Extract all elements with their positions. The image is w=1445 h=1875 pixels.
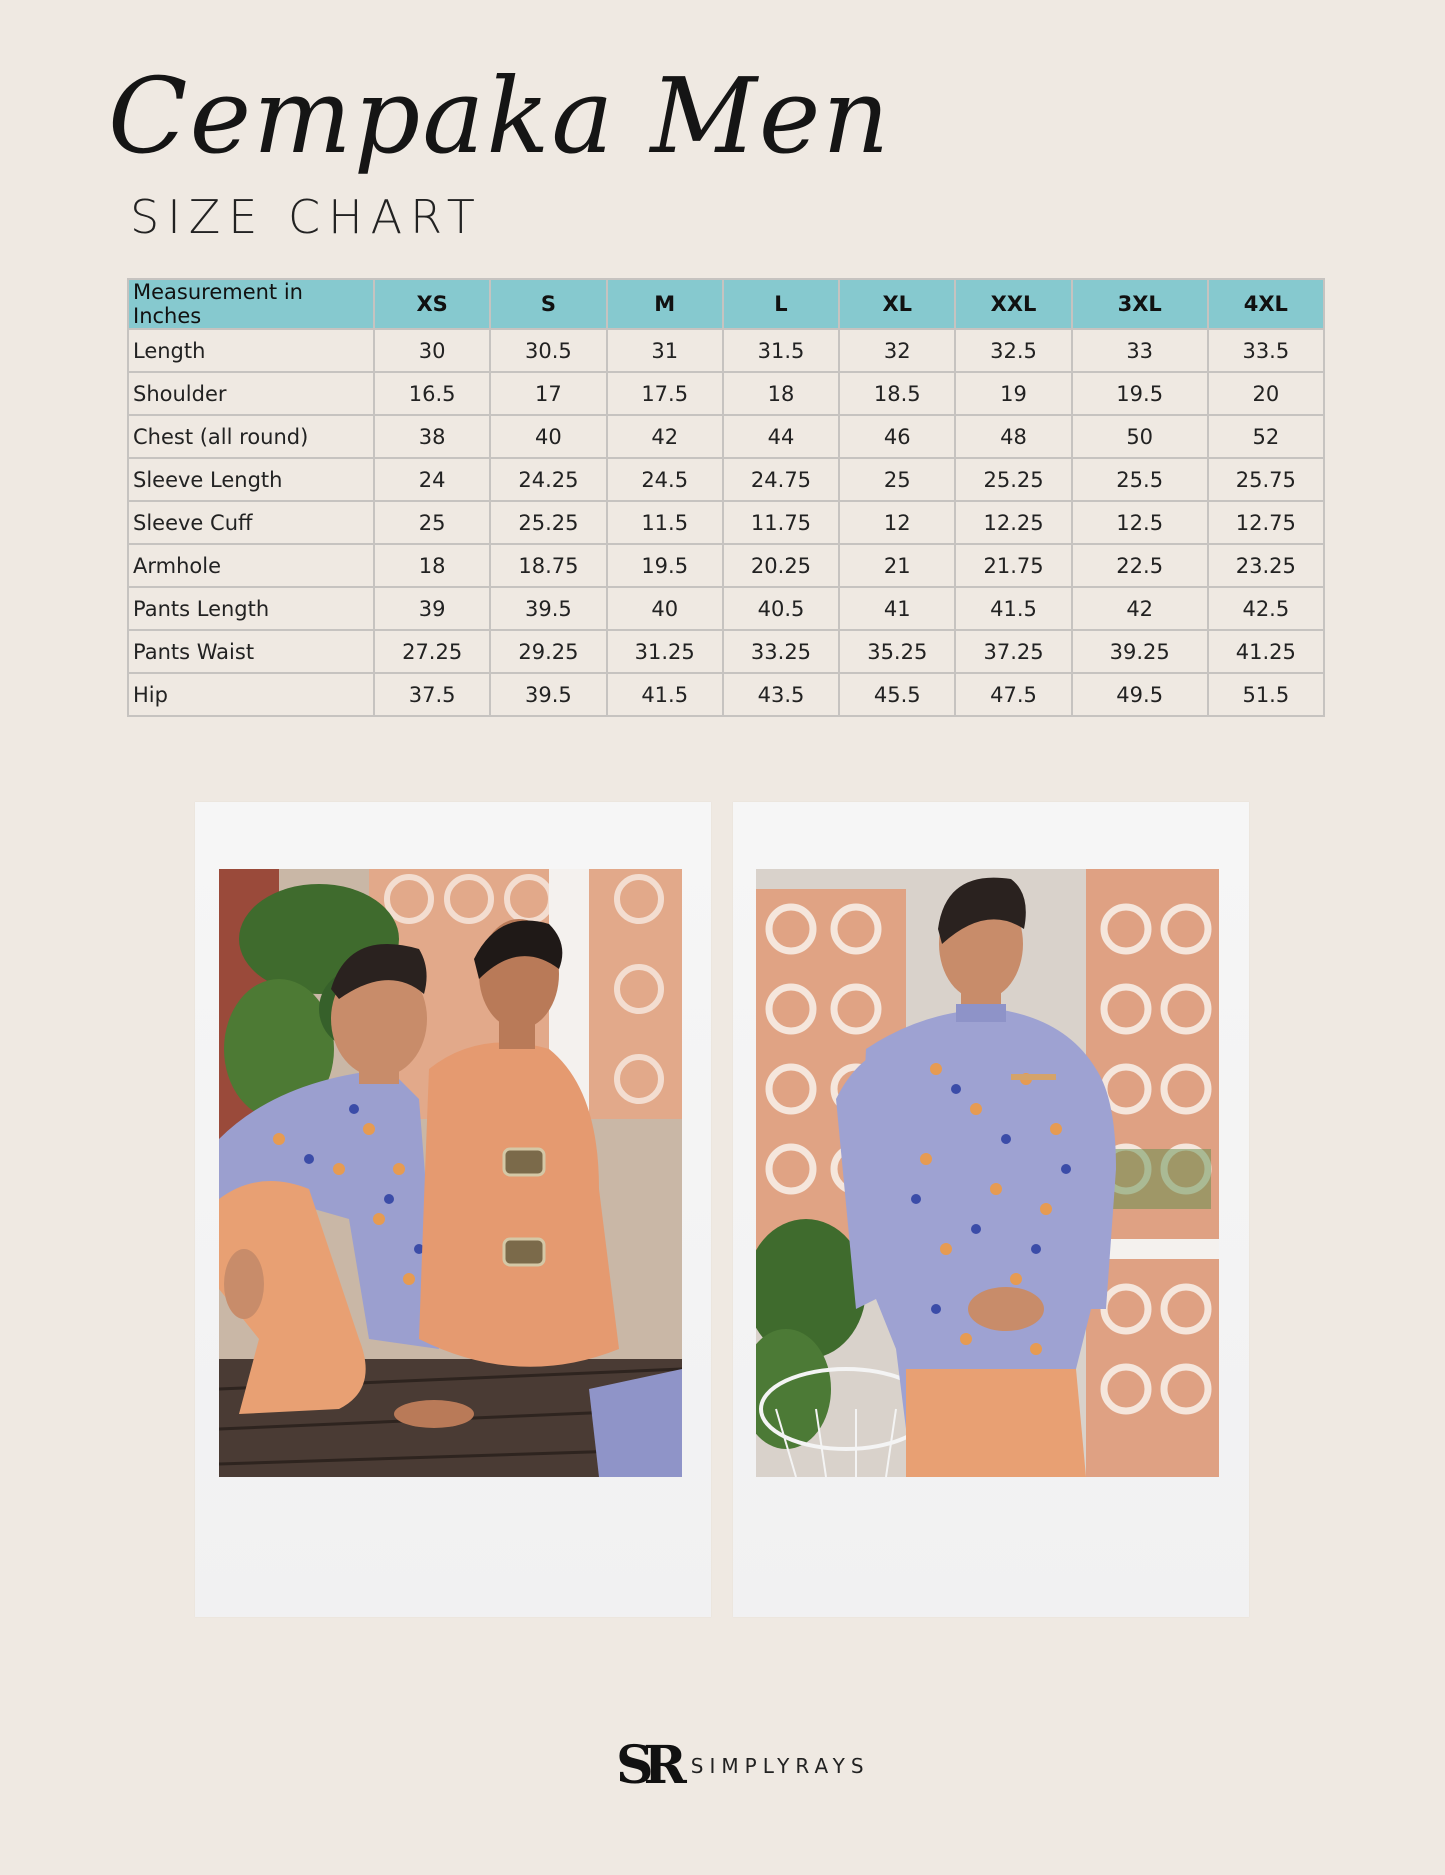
table-cell: 31 [607,329,723,372]
table-cell: 39.25 [1072,630,1208,673]
table-cell: 24 [374,458,490,501]
table-cell: 41.5 [607,673,723,716]
table-cell: 50 [1072,415,1208,458]
table-cell: 16.5 [374,372,490,415]
table-cell: 51.5 [1208,673,1324,716]
table-cell: 17 [490,372,606,415]
header-cell: XL [839,279,955,329]
man-photo [756,869,1219,1477]
table-cell: 48 [955,415,1071,458]
table-header-row [128,279,1324,329]
table-cell: 37.5 [374,673,490,716]
row-label: Length [128,329,374,372]
table-cell: 42 [607,415,723,458]
row-label: Sleeve Length [128,458,374,501]
table-cell: 21.75 [955,544,1071,587]
couple-photo [219,869,682,1477]
page-title: Cempaka Men [108,55,892,177]
table-cell: 32.5 [955,329,1071,372]
row-label: Shoulder [128,372,374,415]
table-cell: 30.5 [490,329,606,372]
table-cell: 39 [374,587,490,630]
header-cell: L [723,279,839,329]
table-cell: 44 [723,415,839,458]
table-cell: 19.5 [1072,372,1208,415]
photo-frame-couple [195,802,711,1617]
table-cell: 32 [839,329,955,372]
header-cell: Measurement in Inches [128,279,374,329]
table-row [128,630,1324,673]
table-cell: 33 [1072,329,1208,372]
table-cell: 20.25 [723,544,839,587]
table-cell: 39.5 [490,587,606,630]
table-row [128,458,1324,501]
row-label: Hip [128,673,374,716]
table-cell: 31.5 [723,329,839,372]
row-label: Sleeve Cuff [128,501,374,544]
table-row [128,587,1324,630]
table-cell: 29.25 [490,630,606,673]
table-cell: 25.25 [955,458,1071,501]
header-cell: S [490,279,606,329]
table-cell: 46 [839,415,955,458]
row-label: Armhole [128,544,374,587]
table-cell: 24.75 [723,458,839,501]
table-cell: 42 [1072,587,1208,630]
table-cell: 25 [374,501,490,544]
table-cell: 17.5 [607,372,723,415]
table-cell: 24.5 [607,458,723,501]
table-cell: 40.5 [723,587,839,630]
table-cell: 25.25 [490,501,606,544]
table-cell: 40 [490,415,606,458]
row-label: Chest (all round) [128,415,374,458]
table-cell: 12.25 [955,501,1071,544]
table-cell: 38 [374,415,490,458]
page-subtitle: SIZE CHART [130,190,483,244]
row-label: Pants Waist [128,630,374,673]
table-cell: 12.5 [1072,501,1208,544]
table-cell: 18 [374,544,490,587]
table-cell: 35.25 [839,630,955,673]
table-row [128,673,1324,716]
table-row [128,329,1324,372]
table-cell: 27.25 [374,630,490,673]
table-cell: 41.5 [955,587,1071,630]
table-row [128,501,1324,544]
table-cell: 20 [1208,372,1324,415]
table-row [128,372,1324,415]
table-cell: 18 [723,372,839,415]
table-cell: 25.5 [1072,458,1208,501]
table-cell: 43.5 [723,673,839,716]
table-cell: 19 [955,372,1071,415]
table-cell: 42.5 [1208,587,1324,630]
header-cell: 3XL [1072,279,1208,329]
table-cell: 11.5 [607,501,723,544]
table-cell: 12 [839,501,955,544]
table-row [128,415,1324,458]
table-cell: 39.5 [490,673,606,716]
table-cell: 25 [839,458,955,501]
table-cell: 21 [839,544,955,587]
table-cell: 11.75 [723,501,839,544]
table-cell: 40 [607,587,723,630]
photo-frame-man [733,802,1249,1617]
table-cell: 18.5 [839,372,955,415]
row-label: Pants Length [128,587,374,630]
table-cell: 37.25 [955,630,1071,673]
table-cell: 31.25 [607,630,723,673]
table-row [128,544,1324,587]
header-cell: 4XL [1208,279,1324,329]
table-cell: 24.25 [490,458,606,501]
brand-name: SIMPLYRAYS [690,1754,870,1778]
table-cell: 49.5 [1072,673,1208,716]
table-cell: 18.75 [490,544,606,587]
table-cell: 25.75 [1208,458,1324,501]
table-cell: 33.25 [723,630,839,673]
table-cell: 41.25 [1208,630,1324,673]
table-cell: 23.25 [1208,544,1324,587]
table-cell: 45.5 [839,673,955,716]
table-cell: 22.5 [1072,544,1208,587]
brand-monogram: SR [616,1735,677,1796]
table-cell: 12.75 [1208,501,1324,544]
header-cell: M [607,279,723,329]
table-cell: 41 [839,587,955,630]
table-cell: 19.5 [607,544,723,587]
table-cell: 52 [1208,415,1324,458]
brand-logo [616,1735,870,1796]
header-cell: XXL [955,279,1071,329]
table-cell: 30 [374,329,490,372]
table-cell: 47.5 [955,673,1071,716]
size-chart-table [127,278,1325,717]
table-cell: 33.5 [1208,329,1324,372]
header-cell: XS [374,279,490,329]
